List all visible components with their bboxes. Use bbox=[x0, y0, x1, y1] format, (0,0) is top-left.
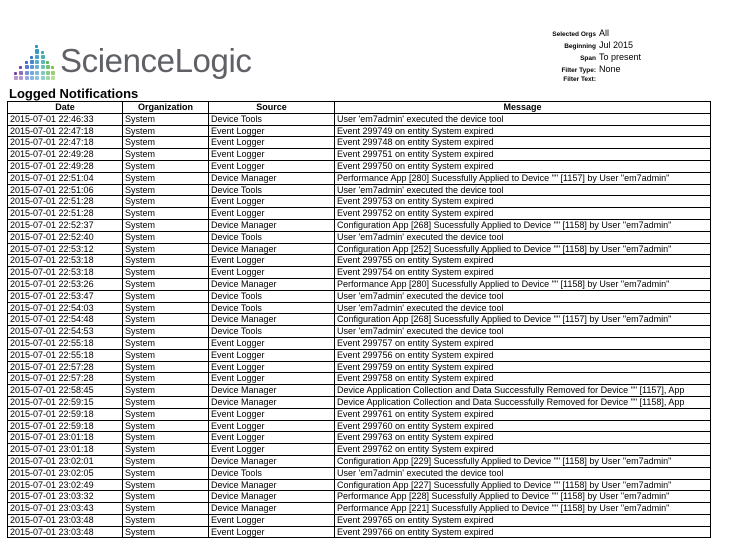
table-cell: User 'em7admin' executed the device tool bbox=[335, 290, 711, 302]
table-row bbox=[8, 491, 711, 503]
table-cell: User 'em7admin' executed the device tool bbox=[335, 184, 711, 196]
table-cell: Device Tools bbox=[209, 231, 335, 243]
table-cell: 2015-07-01 22:53:18 bbox=[8, 255, 123, 267]
table-cell: System bbox=[123, 361, 209, 373]
filter-row bbox=[520, 40, 720, 52]
table-row bbox=[8, 278, 711, 290]
table-row bbox=[8, 326, 711, 338]
filter-value: All bbox=[599, 28, 610, 38]
table-cell: Device Manager bbox=[209, 479, 335, 491]
table-cell: Event Logger bbox=[209, 149, 335, 161]
table-cell: Configuration App [227] Sucessfully Applied to Device "" [1158] by User "em7admin" bbox=[335, 479, 711, 491]
table-cell: 2015-07-01 22:47:18 bbox=[8, 137, 123, 149]
filter-row bbox=[520, 52, 720, 64]
table-cell: Event Logger bbox=[209, 196, 335, 208]
table-cell: 2015-07-01 22:53:47 bbox=[8, 290, 123, 302]
table-cell: Performance App [280] Sucessfully Applied to Device "" [1157] by User "em7admin" bbox=[335, 172, 711, 184]
table-cell: System bbox=[123, 349, 209, 361]
table-cell: 2015-07-01 23:03:32 bbox=[8, 491, 123, 503]
table-row bbox=[8, 337, 711, 349]
table-row bbox=[8, 267, 711, 279]
table-cell: 2015-07-01 23:02:01 bbox=[8, 455, 123, 467]
table-cell: 2015-07-01 22:51:06 bbox=[8, 184, 123, 196]
table-cell: User 'em7admin' executed the device tool bbox=[335, 231, 711, 243]
table-cell: Event Logger bbox=[209, 361, 335, 373]
table-cell: 2015-07-01 22:57:28 bbox=[8, 373, 123, 385]
table-cell: Event 299763 on entity System expired bbox=[335, 432, 711, 444]
table-cell: 2015-07-01 22:52:40 bbox=[8, 231, 123, 243]
table-cell: Configuration App [268] Sucessfully Applied to Device "" [1157] by User "em7admin" bbox=[335, 314, 711, 326]
table-cell: 2015-07-01 22:54:03 bbox=[8, 302, 123, 314]
table-cell: System bbox=[123, 113, 209, 125]
table-row bbox=[8, 113, 711, 125]
table-cell: System bbox=[123, 514, 209, 526]
table-row bbox=[8, 373, 711, 385]
table-cell: System bbox=[123, 172, 209, 184]
table-row bbox=[8, 396, 711, 408]
table-cell: System bbox=[123, 467, 209, 479]
table-cell: 2015-07-01 22:49:28 bbox=[8, 160, 123, 172]
filter-value: To present bbox=[599, 52, 642, 62]
table-row bbox=[8, 314, 711, 326]
table-cell: Event Logger bbox=[209, 444, 335, 456]
table-cell: System bbox=[123, 302, 209, 314]
table-cell: Device Tools bbox=[209, 290, 335, 302]
table-cell: System bbox=[123, 208, 209, 220]
filter-row bbox=[520, 76, 720, 88]
table-cell: Device Application Collection and Data Successfully Removed for Device "" [1157], App bbox=[335, 385, 711, 397]
table-cell: Event Logger bbox=[209, 420, 335, 432]
table-cell: Configuration App [268] Sucessfully Applied to Device "" [1158] by User "em7admin" bbox=[335, 219, 711, 231]
table-cell: 2015-07-01 22:54:48 bbox=[8, 314, 123, 326]
table-cell: Device Tools bbox=[209, 302, 335, 314]
table-row bbox=[8, 149, 711, 161]
table-row bbox=[8, 420, 711, 432]
table-row bbox=[8, 444, 711, 456]
table-row bbox=[8, 385, 711, 397]
table-cell: Event Logger bbox=[209, 267, 335, 279]
table-cell: Event 299754 on entity System expired bbox=[335, 267, 711, 279]
table-cell: System bbox=[123, 290, 209, 302]
table-cell: 2015-07-01 22:49:28 bbox=[8, 149, 123, 161]
table-cell: Event 299752 on entity System expired bbox=[335, 208, 711, 220]
table-cell: 2015-07-01 22:59:18 bbox=[8, 420, 123, 432]
table-cell: Event Logger bbox=[209, 514, 335, 526]
table-row bbox=[8, 526, 711, 538]
column-header: Message bbox=[335, 102, 711, 114]
table-cell: Event Logger bbox=[209, 349, 335, 361]
table-header-row bbox=[8, 102, 711, 114]
table-cell: 2015-07-01 22:53:26 bbox=[8, 278, 123, 290]
table-row bbox=[8, 290, 711, 302]
table-cell: Device Manager bbox=[209, 455, 335, 467]
table-cell: Event Logger bbox=[209, 208, 335, 220]
column-header: Organization bbox=[123, 102, 209, 114]
table-cell: Event 299751 on entity System expired bbox=[335, 149, 711, 161]
column-header: Date bbox=[8, 102, 123, 114]
table-cell: 2015-07-01 22:59:15 bbox=[8, 396, 123, 408]
table-cell: Performance App [280] Sucessfully Applied to Device "" [1158] by User "em7admin" bbox=[335, 278, 711, 290]
table-row bbox=[8, 184, 711, 196]
sciencelogic-logo bbox=[14, 30, 252, 80]
table-cell: System bbox=[123, 526, 209, 538]
filter-label: Filter Text: bbox=[563, 76, 596, 83]
table-cell: Device Tools bbox=[209, 184, 335, 196]
table-cell: Event 299753 on entity System expired bbox=[335, 196, 711, 208]
table-cell: User 'em7admin' executed the device tool bbox=[335, 467, 711, 479]
table-cell: 2015-07-01 23:02:05 bbox=[8, 467, 123, 479]
table-cell: 2015-07-01 22:52:37 bbox=[8, 219, 123, 231]
table-cell: Performance App [228] Sucessfully Applied to Device "" [1158] by User "em7admin" bbox=[335, 491, 711, 503]
table-cell: Event 299755 on entity System expired bbox=[335, 255, 711, 267]
filter-label: Span bbox=[580, 55, 596, 62]
table-cell: System bbox=[123, 455, 209, 467]
filter-value: Jul 2015 bbox=[599, 40, 634, 50]
table-cell: Device Manager bbox=[209, 491, 335, 503]
table-cell: System bbox=[123, 432, 209, 444]
report-title: Logged Notifications bbox=[9, 86, 139, 101]
table-cell: System bbox=[123, 491, 209, 503]
report-filters bbox=[520, 28, 720, 88]
table-row bbox=[8, 455, 711, 467]
table-cell: Event 299759 on entity System expired bbox=[335, 361, 711, 373]
table-row bbox=[8, 479, 711, 491]
table-cell: Event Logger bbox=[209, 137, 335, 149]
table-cell: Event 299757 on entity System expired bbox=[335, 337, 711, 349]
table-cell: System bbox=[123, 267, 209, 279]
table-cell: 2015-07-01 22:47:18 bbox=[8, 125, 123, 137]
table-cell: Device Manager bbox=[209, 172, 335, 184]
table-cell: 2015-07-01 22:51:28 bbox=[8, 208, 123, 220]
table-cell: 2015-07-01 22:46:33 bbox=[8, 113, 123, 125]
table-cell: 2015-07-01 23:01:18 bbox=[8, 444, 123, 456]
table-cell: Event 299765 on entity System expired bbox=[335, 514, 711, 526]
table-cell: Event 299758 on entity System expired bbox=[335, 373, 711, 385]
table-cell: System bbox=[123, 231, 209, 243]
table-cell: Event Logger bbox=[209, 125, 335, 137]
table-row bbox=[8, 196, 711, 208]
table-cell: System bbox=[123, 326, 209, 338]
table-cell: System bbox=[123, 444, 209, 456]
logo-text: ScienceLogic bbox=[60, 42, 252, 79]
table-row bbox=[8, 137, 711, 149]
table-cell: Device Manager bbox=[209, 219, 335, 231]
table-cell: Event 299762 on entity System expired bbox=[335, 444, 711, 456]
filter-row bbox=[520, 64, 720, 76]
filter-label: Filter Type: bbox=[561, 67, 596, 74]
table-cell: Device Manager bbox=[209, 314, 335, 326]
table-row bbox=[8, 503, 711, 515]
column-header: Source bbox=[209, 102, 335, 114]
table-cell: System bbox=[123, 396, 209, 408]
table-row bbox=[8, 514, 711, 526]
table-cell: 2015-07-01 23:03:43 bbox=[8, 503, 123, 515]
table-row bbox=[8, 208, 711, 220]
table-row bbox=[8, 243, 711, 255]
table-cell: System bbox=[123, 255, 209, 267]
table-cell: 2015-07-01 22:57:28 bbox=[8, 361, 123, 373]
table-cell: Event Logger bbox=[209, 432, 335, 444]
table-cell: User 'em7admin' executed the device tool bbox=[335, 326, 711, 338]
table-cell: Event 299756 on entity System expired bbox=[335, 349, 711, 361]
table-cell: Event Logger bbox=[209, 408, 335, 420]
table-cell: 2015-07-01 23:01:18 bbox=[8, 432, 123, 444]
table-cell: 2015-07-01 22:59:18 bbox=[8, 408, 123, 420]
table-cell: Event 299760 on entity System expired bbox=[335, 420, 711, 432]
table-cell: Event 299761 on entity System expired bbox=[335, 408, 711, 420]
table-cell: Configuration App [252] Sucessfully Applied to Device "" [1158] by User "em7admin" bbox=[335, 243, 711, 255]
table-cell: System bbox=[123, 196, 209, 208]
table-cell: Event 299766 on entity System expired bbox=[335, 526, 711, 538]
table-row bbox=[8, 467, 711, 479]
table-cell: 2015-07-01 22:53:18 bbox=[8, 267, 123, 279]
table-cell: Event 299750 on entity System expired bbox=[335, 160, 711, 172]
table-cell: Performance App [221] Sucessfully Applied to Device "" [1158] by User "em7admin" bbox=[335, 503, 711, 515]
table-cell: Device Manager bbox=[209, 385, 335, 397]
table-row bbox=[8, 172, 711, 184]
table-cell: Event Logger bbox=[209, 160, 335, 172]
table-cell: Device Manager bbox=[209, 243, 335, 255]
table-row bbox=[8, 408, 711, 420]
table-cell: System bbox=[123, 314, 209, 326]
table-cell: System bbox=[123, 373, 209, 385]
notifications-table bbox=[7, 101, 711, 538]
table-cell: 2015-07-01 22:55:18 bbox=[8, 337, 123, 349]
table-cell: System bbox=[123, 219, 209, 231]
table-cell: 2015-07-01 22:51:28 bbox=[8, 196, 123, 208]
filter-value: None bbox=[599, 64, 621, 74]
table-row bbox=[8, 219, 711, 231]
table-cell: Event Logger bbox=[209, 255, 335, 267]
table-cell: System bbox=[123, 337, 209, 349]
table-cell: Device Tools bbox=[209, 113, 335, 125]
logo-bars-icon bbox=[14, 36, 56, 80]
table-row bbox=[8, 361, 711, 373]
table-row bbox=[8, 125, 711, 137]
table-row bbox=[8, 160, 711, 172]
table-cell: Device Tools bbox=[209, 326, 335, 338]
table-cell: System bbox=[123, 503, 209, 515]
table-cell: System bbox=[123, 125, 209, 137]
table-cell: System bbox=[123, 420, 209, 432]
table-cell: 2015-07-01 22:54:53 bbox=[8, 326, 123, 338]
table-cell: Event 299749 on entity System expired bbox=[335, 125, 711, 137]
table-cell: System bbox=[123, 160, 209, 172]
table-cell: 2015-07-01 22:53:12 bbox=[8, 243, 123, 255]
table-cell: Event Logger bbox=[209, 526, 335, 538]
table-cell: Event Logger bbox=[209, 337, 335, 349]
table-cell: User 'em7admin' executed the device tool bbox=[335, 113, 711, 125]
filter-label: Selected Orgs bbox=[552, 31, 596, 38]
table-row bbox=[8, 432, 711, 444]
table-cell: 2015-07-01 23:02:49 bbox=[8, 479, 123, 491]
table-cell: System bbox=[123, 479, 209, 491]
table-row bbox=[8, 302, 711, 314]
table-cell: System bbox=[123, 385, 209, 397]
filter-label: Beginning bbox=[564, 43, 596, 50]
table-cell: Device Tools bbox=[209, 467, 335, 479]
table-cell: Event Logger bbox=[209, 373, 335, 385]
table-cell: Device Manager bbox=[209, 503, 335, 515]
table-cell: System bbox=[123, 184, 209, 196]
table-cell: System bbox=[123, 408, 209, 420]
table-cell: System bbox=[123, 137, 209, 149]
table-cell: Configuration App [229] Sucessfully Applied to Device "" [1158] by User "em7admin" bbox=[335, 455, 711, 467]
table-cell: 2015-07-01 22:51:04 bbox=[8, 172, 123, 184]
table-cell: Event 299748 on entity System expired bbox=[335, 137, 711, 149]
table-cell: User 'em7admin' executed the device tool bbox=[335, 302, 711, 314]
table-cell: 2015-07-01 23:03:48 bbox=[8, 514, 123, 526]
table-cell: System bbox=[123, 149, 209, 161]
table-cell: System bbox=[123, 243, 209, 255]
table-row bbox=[8, 349, 711, 361]
table-row bbox=[8, 231, 711, 243]
table-cell: Device Manager bbox=[209, 396, 335, 408]
table-cell: 2015-07-01 23:03:48 bbox=[8, 526, 123, 538]
table-cell: System bbox=[123, 278, 209, 290]
table-cell: 2015-07-01 22:58:45 bbox=[8, 385, 123, 397]
table-cell: Device Manager bbox=[209, 278, 335, 290]
table-row bbox=[8, 255, 711, 267]
table-cell: Device Application Collection and Data Successfully Removed for Device "" [1158], App bbox=[335, 396, 711, 408]
filter-row bbox=[520, 28, 720, 40]
table-cell: 2015-07-01 22:55:18 bbox=[8, 349, 123, 361]
